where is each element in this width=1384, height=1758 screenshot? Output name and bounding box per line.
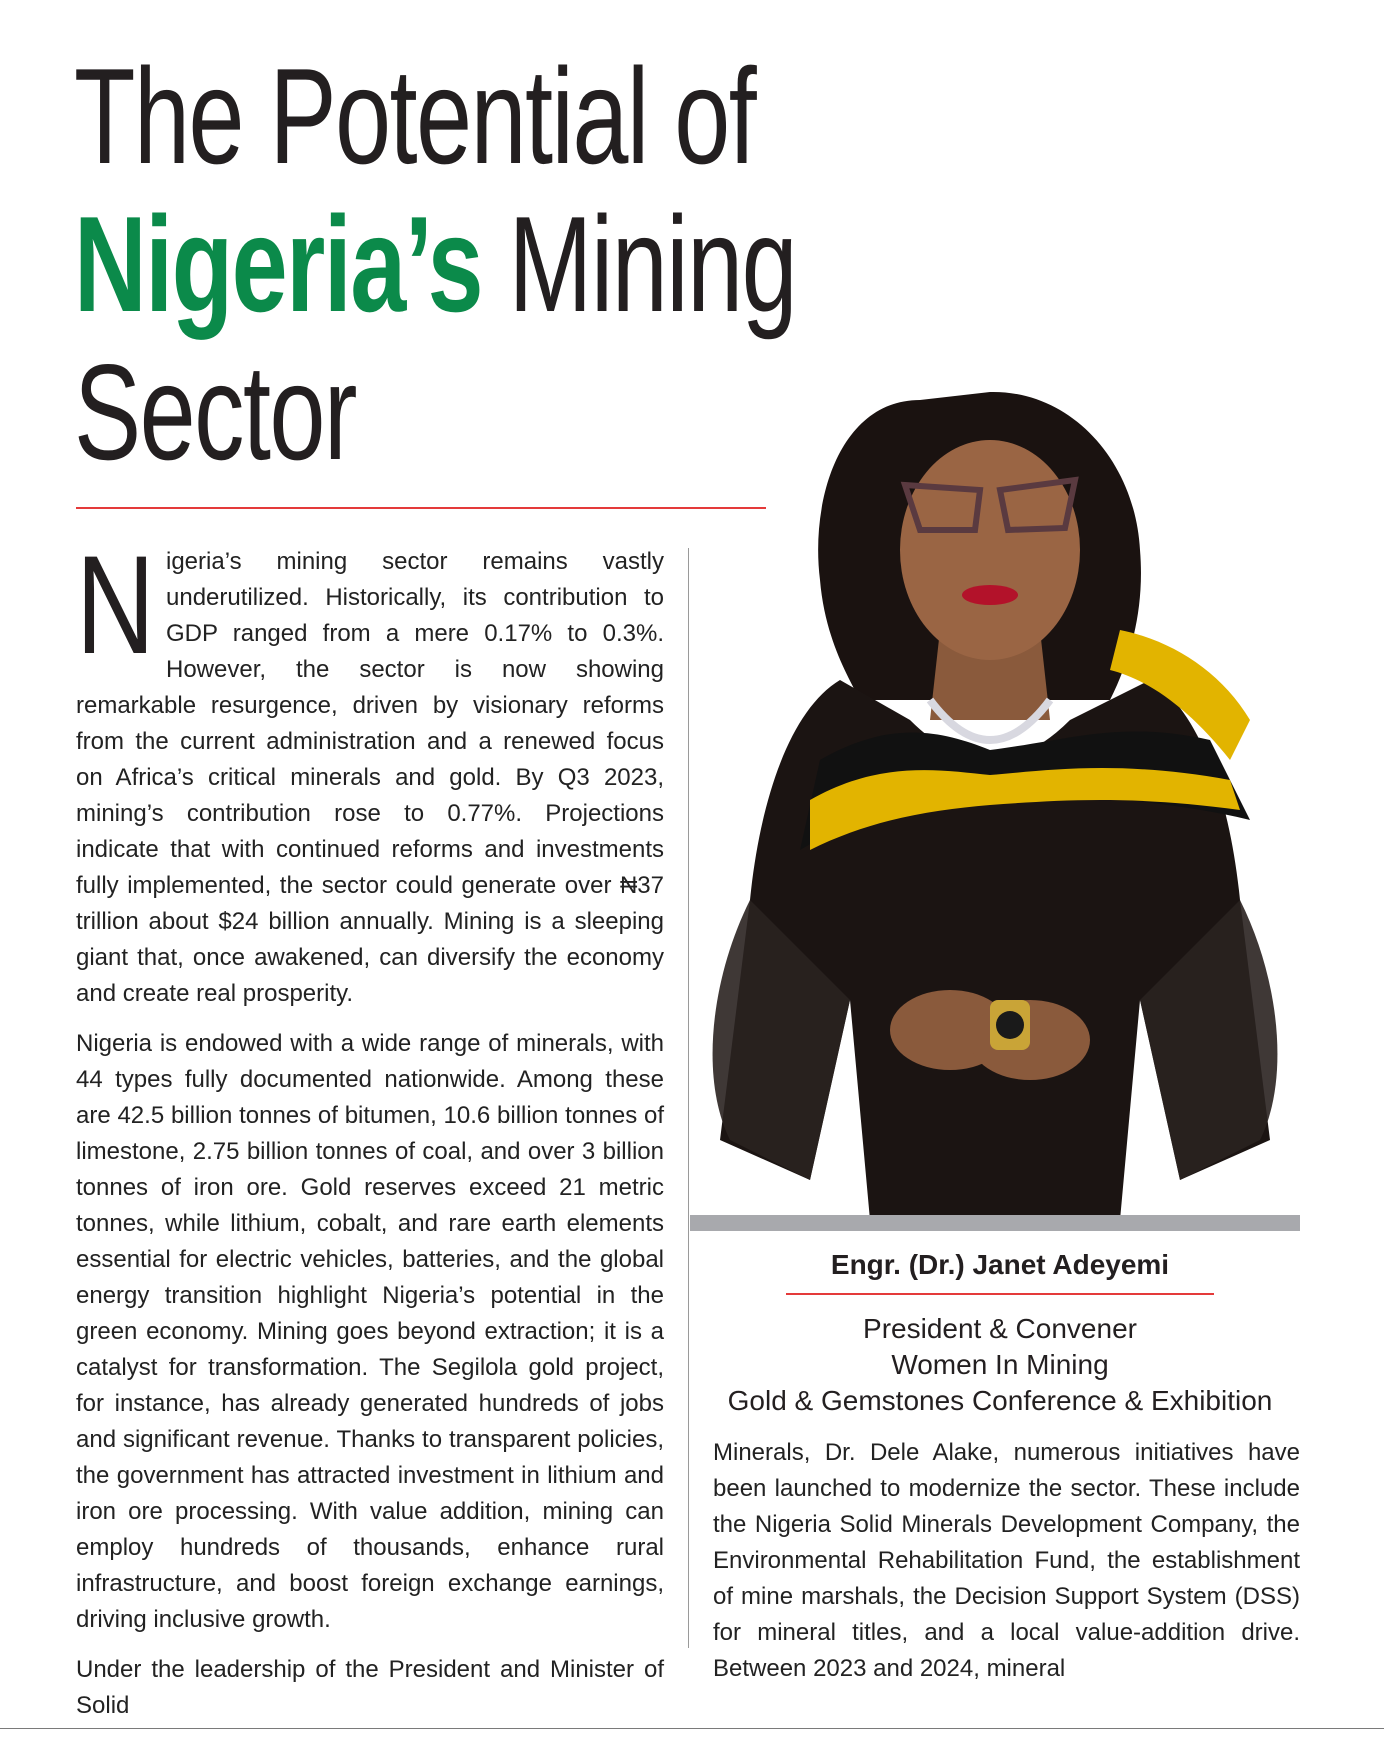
- photo-caption: [700, 1245, 1300, 1419]
- title-line-1: The Potential of: [74, 40, 756, 192]
- caption-role-line-2: Women In Mining: [891, 1349, 1109, 1380]
- portrait-photo: [690, 380, 1300, 1220]
- portrait-illustration: [690, 380, 1300, 1220]
- caption-divider: [786, 1293, 1214, 1295]
- drop-cap: N: [76, 526, 155, 683]
- title-line-2-rest: Mining: [482, 188, 797, 340]
- title-line-3: Sector: [74, 336, 356, 488]
- title-highlight: Nigeria’s: [74, 188, 483, 340]
- paragraph-1: [76, 526, 664, 1012]
- paragraph-4: Minerals, Dr. Dele Alake, numerous initiatives have been launched to modernize the sector. These include the Nigeria Solid Minerals Development Company, the Environmental Rehabilitation Fund, the establishment of mine marshals, the Decision Support System (DSS) for mineral titles, and a local value-addition drive. Between 2023 and 2024, mineral: [713, 1439, 1300, 1682]
- paragraph-3: Under the leadership of the President and Minister of Solid: [76, 1656, 664, 1719]
- title-divider: [76, 507, 766, 509]
- caption-role-line-1: President & Convener: [863, 1313, 1137, 1344]
- title-line-2: [74, 188, 797, 340]
- page-bottom-rule: [0, 1728, 1384, 1729]
- paragraph-1-text: igeria’s mining sector remains vastly underutilized. Historically, its contribution to GDP ranged from a mere 0.17% to 0.3%. However, the sector is now showing remarkable resurgence, driven by visionary reforms from the current administration and a renewed focus on Africa’s critical minerals and gold. By Q3 2023, mining’s contribution rose to 0.77%. Projections indicate that with continued reforms and investments fully implemented, the sector could generate over ₦37 trillion about $24 billion annually. Mining is a sleeping giant that, once awakened, can diversify the economy and create real prosperity.: [76, 548, 664, 1007]
- photo-bottom-bar: [690, 1215, 1300, 1231]
- article-right-column: [713, 1435, 1300, 1687]
- article-title: [74, 40, 797, 488]
- caption-role-line-3: Gold & Gemstones Conference & Exhibition: [727, 1385, 1273, 1416]
- article-left-column: [76, 526, 664, 1738]
- caption-name: Engr. (Dr.) Janet Adeyemi: [830, 1249, 1170, 1280]
- paragraph-2: Nigeria is endowed with a wide range of minerals, with 44 types fully documented nationwide. Among these are 42.5 billion tonnes of bitumen, 10.6 billion tonnes of limestone, 2.75 billion tonnes of coal, and over 3 billion tonnes of iron ore. Gold reserves exceed 21 metric tonnes, while lithium, cobalt, and rare earth elements essential for electric vehicles, batteries, and the global energy transition highlight Nigeria’s potential in the green economy. Mining goes beyond extraction; it is a catalyst for transformation. The Segilola gold project, for instance, has already generated hundreds of jobs and significant revenue. Thanks to transparent policies, the government has attracted investment in lithium and iron ore processing. With value addition, mining can employ hundreds of thousands, enhance rural infrastructure, and boost foreign exchange earnings, driving inclusive growth.: [76, 1030, 664, 1633]
- column-divider: [688, 548, 689, 1648]
